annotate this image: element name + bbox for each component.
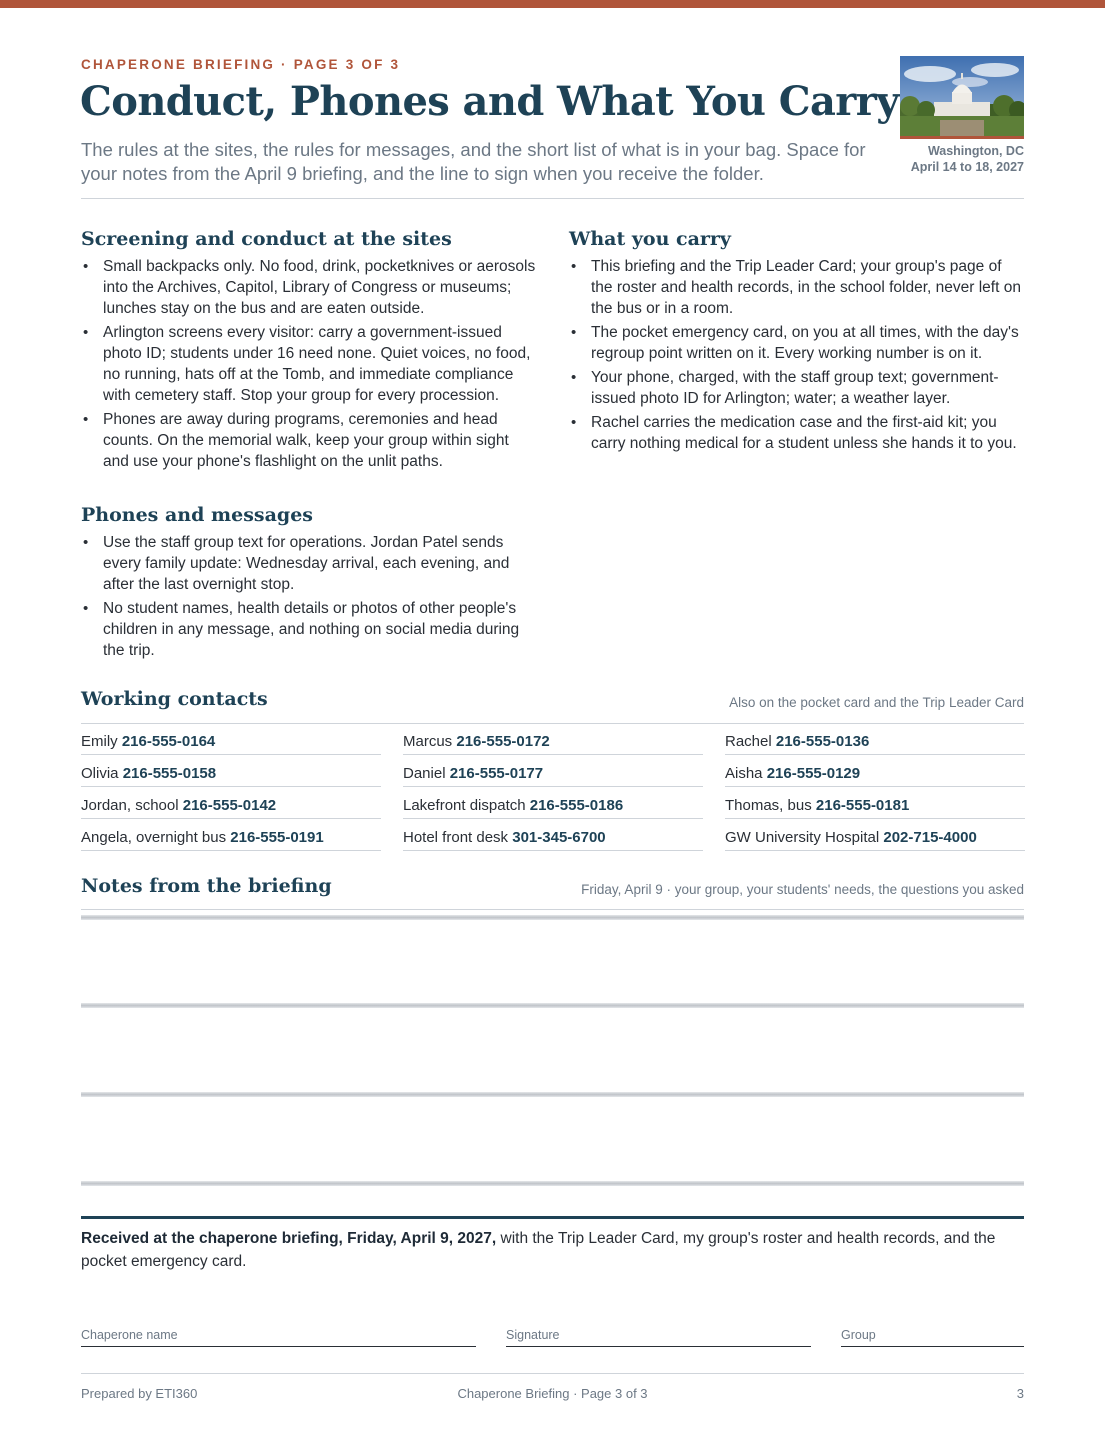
signature-label: Signature — [506, 1328, 560, 1342]
contact-entry: Angela, overnight bus 216-555-0191 — [81, 819, 381, 851]
page-subtitle: The rules at the sites, the rules for messages, and the short list of what is in your bag. Space for your notes from the April 9 briefing, and the line to sign when you receive the folder. — [81, 139, 866, 184]
contact-entry: Emily 216-555-0164 — [81, 723, 381, 755]
contact-entry: GW University Hospital 202-715-4000 — [725, 819, 1025, 851]
phone-number[interactable]: 216-555-0172 — [456, 733, 550, 750]
notes-writing-line[interactable] — [81, 1181, 1024, 1186]
phone-number[interactable]: 216-555-0177 — [449, 765, 544, 782]
contact-entry: Daniel 216-555-0177 — [403, 755, 703, 787]
contact-entry: Thomas, bus 216-555-0181 — [725, 787, 1025, 819]
signature-line[interactable] — [506, 1346, 811, 1347]
contact-entry: Lakefront dispatch 216-555-0186 — [403, 787, 703, 819]
chaperone-name-label: Chaperone name — [81, 1328, 178, 1342]
phone-number[interactable]: 216-555-0129 — [766, 765, 861, 782]
receipt-rest: with the Trip Leader Card, my group's roster and health records, and the pocket emergency card. — [81, 1230, 996, 1270]
list-item: • Small backpacks only. No food, drink, pocketknives or aerosols into the Archives, Capitol, Library of Congress or museums; lunches stay on the bus and are eaten outside. — [81, 256, 536, 319]
footer-divider — [81, 1373, 1024, 1374]
chaperone-name-line[interactable] — [81, 1346, 476, 1347]
contact-entry: Marcus 216-555-0172 — [403, 723, 703, 755]
list-item: • Rachel carries the medication case and the first-aid kit; you carry nothing medical for a student unless she hands it to you. — [569, 412, 1024, 454]
capitol-image — [900, 56, 1024, 139]
contacts-grid — [81, 723, 1024, 851]
group-line[interactable] — [841, 1346, 1024, 1347]
notes-heading: Notes from the briefing — [81, 875, 332, 897]
contacts-note: Also on the pocket card and the Trip Leader Card — [729, 695, 1024, 710]
contact-entry: Aisha 216-555-0129 — [725, 755, 1025, 787]
receipt-bold: Received at the chaperone briefing, Friday, April 9, 2027, — [81, 1230, 497, 1247]
list-item: • This briefing and the Trip Leader Card; your group's page of the roster and health records, in the school folder, never left on the bus or in a room. — [569, 256, 1024, 319]
notes-writing-line[interactable] — [81, 1092, 1024, 1097]
receipt-statement — [81, 1227, 1024, 1273]
list-item: • No student names, health details or photos of other people's children in any message, and nothing on social media during the trip. — [81, 598, 536, 661]
list-item: • Your phone, charged, with the staff group text; government-issued photo ID for Arlington; water; a weather layer. — [569, 367, 1024, 409]
phone-number[interactable]: 216-555-0142 — [182, 797, 277, 814]
list-item: • The pocket emergency card, on you at all times, with the day's regroup point written on it. Every working number is on it. — [569, 322, 1024, 364]
footer-center: Chaperone Briefing · Page 3 of 3 — [457, 1386, 648, 1401]
group-label: Group — [841, 1328, 876, 1342]
carry-list — [569, 256, 1024, 457]
phone-number[interactable]: 216-555-0186 — [529, 797, 624, 814]
notes-writing-line[interactable] — [81, 915, 1024, 920]
page-number: 3 — [1016, 1386, 1024, 1401]
notes-writing-line[interactable] — [81, 1003, 1024, 1008]
phone-number[interactable]: 216-555-0191 — [230, 829, 324, 846]
list-item: • Use the staff group text for operations. Jordan Patel sends every family update: Wednesday arrival, each evening, and after the last overnight stop. — [81, 532, 536, 595]
trip-place-dates — [911, 143, 1024, 175]
photo-accent-band — [900, 136, 1024, 139]
header-divider — [81, 198, 1024, 199]
trip-dates: April 14 to 18, 2027 — [910, 160, 1024, 174]
phone-number[interactable]: 202-715-4000 — [883, 829, 977, 846]
receipt-divider — [81, 1216, 1024, 1219]
contact-entry: Jordan, school 216-555-0142 — [81, 787, 381, 819]
contact-entry: Hotel front desk 301-345-6700 — [403, 819, 703, 851]
accent-top-bar — [0, 0, 1105, 8]
contact-entry: Rachel 216-555-0136 — [725, 723, 1025, 755]
screening-list — [81, 256, 536, 475]
list-item: • Arlington screens every visitor: carry a government-issued photo ID; students under 16 need none. Quiet voices, no food, no running, hats off at the Tomb, and immediate compliance with cemetery staff. Stop your group for every procession. — [81, 322, 536, 406]
phones-list — [81, 532, 536, 664]
notes-note: Friday, April 9 · your group, your students' needs, the questions you asked — [581, 882, 1024, 897]
contacts-heading: Working contacts — [81, 688, 268, 710]
notes-divider — [81, 909, 1024, 910]
phone-number[interactable]: 216-555-0136 — [775, 733, 870, 750]
phone-number[interactable]: 216-555-0164 — [121, 733, 216, 750]
list-item: • Phones are away during programs, ceremonies and head counts. On the memorial walk, keep your group within sight and use your phone's flashlight on the unlit paths. — [81, 409, 536, 472]
trip-place: Washington, DC — [927, 144, 1024, 158]
phone-number[interactable]: 216-555-0158 — [122, 765, 217, 782]
phone-number[interactable]: 301-345-6700 — [512, 829, 606, 846]
page-title: Conduct, Phones and What You Carry — [80, 78, 899, 125]
footer-left: Prepared by ETI360 — [81, 1386, 198, 1401]
contact-entry: Olivia 216-555-0158 — [81, 755, 381, 787]
phone-number[interactable]: 216-555-0181 — [815, 797, 910, 814]
screening-heading: Screening and conduct at the sites — [81, 228, 452, 250]
capitol-photo — [900, 56, 1024, 139]
phones-heading: Phones and messages — [81, 504, 313, 526]
carry-heading: What you carry — [569, 228, 731, 250]
page-eyebrow: CHAPERONE BRIEFING · PAGE 3 OF 3 — [81, 57, 401, 72]
